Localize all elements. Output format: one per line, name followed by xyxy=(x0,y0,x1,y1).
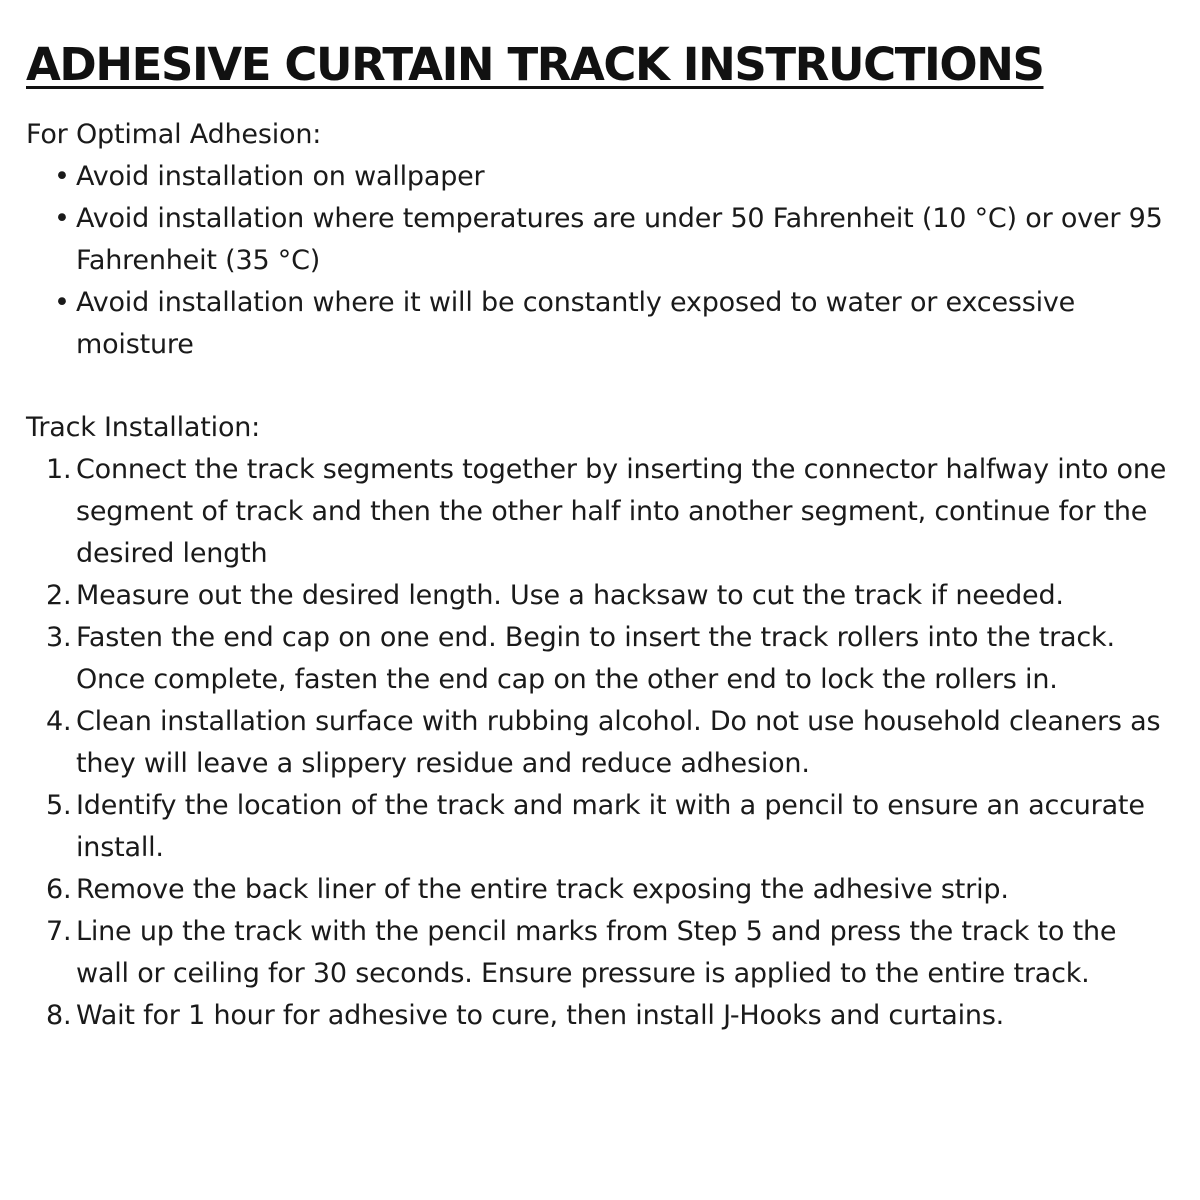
step-number: 6. xyxy=(46,874,72,905)
bullet-icon: • xyxy=(54,203,70,234)
step-text: Wait for 1 hour for adhesive to cure, then install J-Hooks and curtains. xyxy=(76,1000,1005,1031)
step-item xyxy=(46,617,1174,701)
step-text: Remove the back liner of the entire track exposing the adhesive strip. xyxy=(76,874,1009,905)
list-item-text: Avoid installation where it will be constantly exposed to water or excessive moisture xyxy=(76,287,1076,360)
step-number: 1. xyxy=(46,454,72,485)
list-item xyxy=(54,198,1174,282)
step-item xyxy=(46,995,1174,1037)
step-text: Measure out the desired length. Use a hacksaw to cut the track if needed. xyxy=(76,580,1064,611)
step-item xyxy=(46,911,1174,995)
adhesion-heading: For Optimal Adhesion: xyxy=(26,119,322,150)
step-number: 2. xyxy=(46,580,72,611)
list-item xyxy=(54,156,1174,198)
list-item-text: Avoid installation where temperatures are under 50 Fahrenheit (10 °C) or over 95 Fahrenheit (35 °C) xyxy=(76,203,1163,276)
step-item xyxy=(46,869,1174,911)
bullet-icon: • xyxy=(54,287,70,318)
step-item xyxy=(46,701,1174,785)
step-item xyxy=(46,449,1174,575)
step-number: 4. xyxy=(46,706,72,737)
list-item-text: Avoid installation on wallpaper xyxy=(76,161,485,192)
step-text: Connect the track segments together by inserting the connector halfway into one segment of track and then the other half into another segment, continue for the desired length xyxy=(76,454,1167,569)
installation-heading: Track Installation: xyxy=(26,412,261,443)
step-number: 7. xyxy=(46,916,72,947)
step-number: 8. xyxy=(46,1000,72,1031)
step-text: Clean installation surface with rubbing alcohol. Do not use household cleaners as they will leave a slippery residue and reduce adhesion. xyxy=(76,706,1161,779)
list-item xyxy=(54,282,1174,366)
step-text: Line up the track with the pencil marks from Step 5 and press the track to the wall or ceiling for 30 seconds. Ensure pressure is applied to the entire track. xyxy=(76,916,1117,989)
step-item xyxy=(46,575,1174,617)
page-title: ADHESIVE CURTAIN TRACK INSTRUCTIONS xyxy=(26,38,1044,91)
installation-steps xyxy=(26,449,1174,1037)
step-number: 5. xyxy=(46,790,72,821)
step-text: Fasten the end cap on one end. Begin to insert the track rollers into the track. Once complete, fasten the end cap on the other end to lock the rollers in. xyxy=(76,622,1115,695)
adhesion-list xyxy=(26,156,1174,366)
step-item xyxy=(46,785,1174,869)
bullet-icon: • xyxy=(54,161,70,192)
step-text: Identify the location of the track and mark it with a pencil to ensure an accurate install. xyxy=(76,790,1145,863)
step-number: 3. xyxy=(46,622,72,653)
